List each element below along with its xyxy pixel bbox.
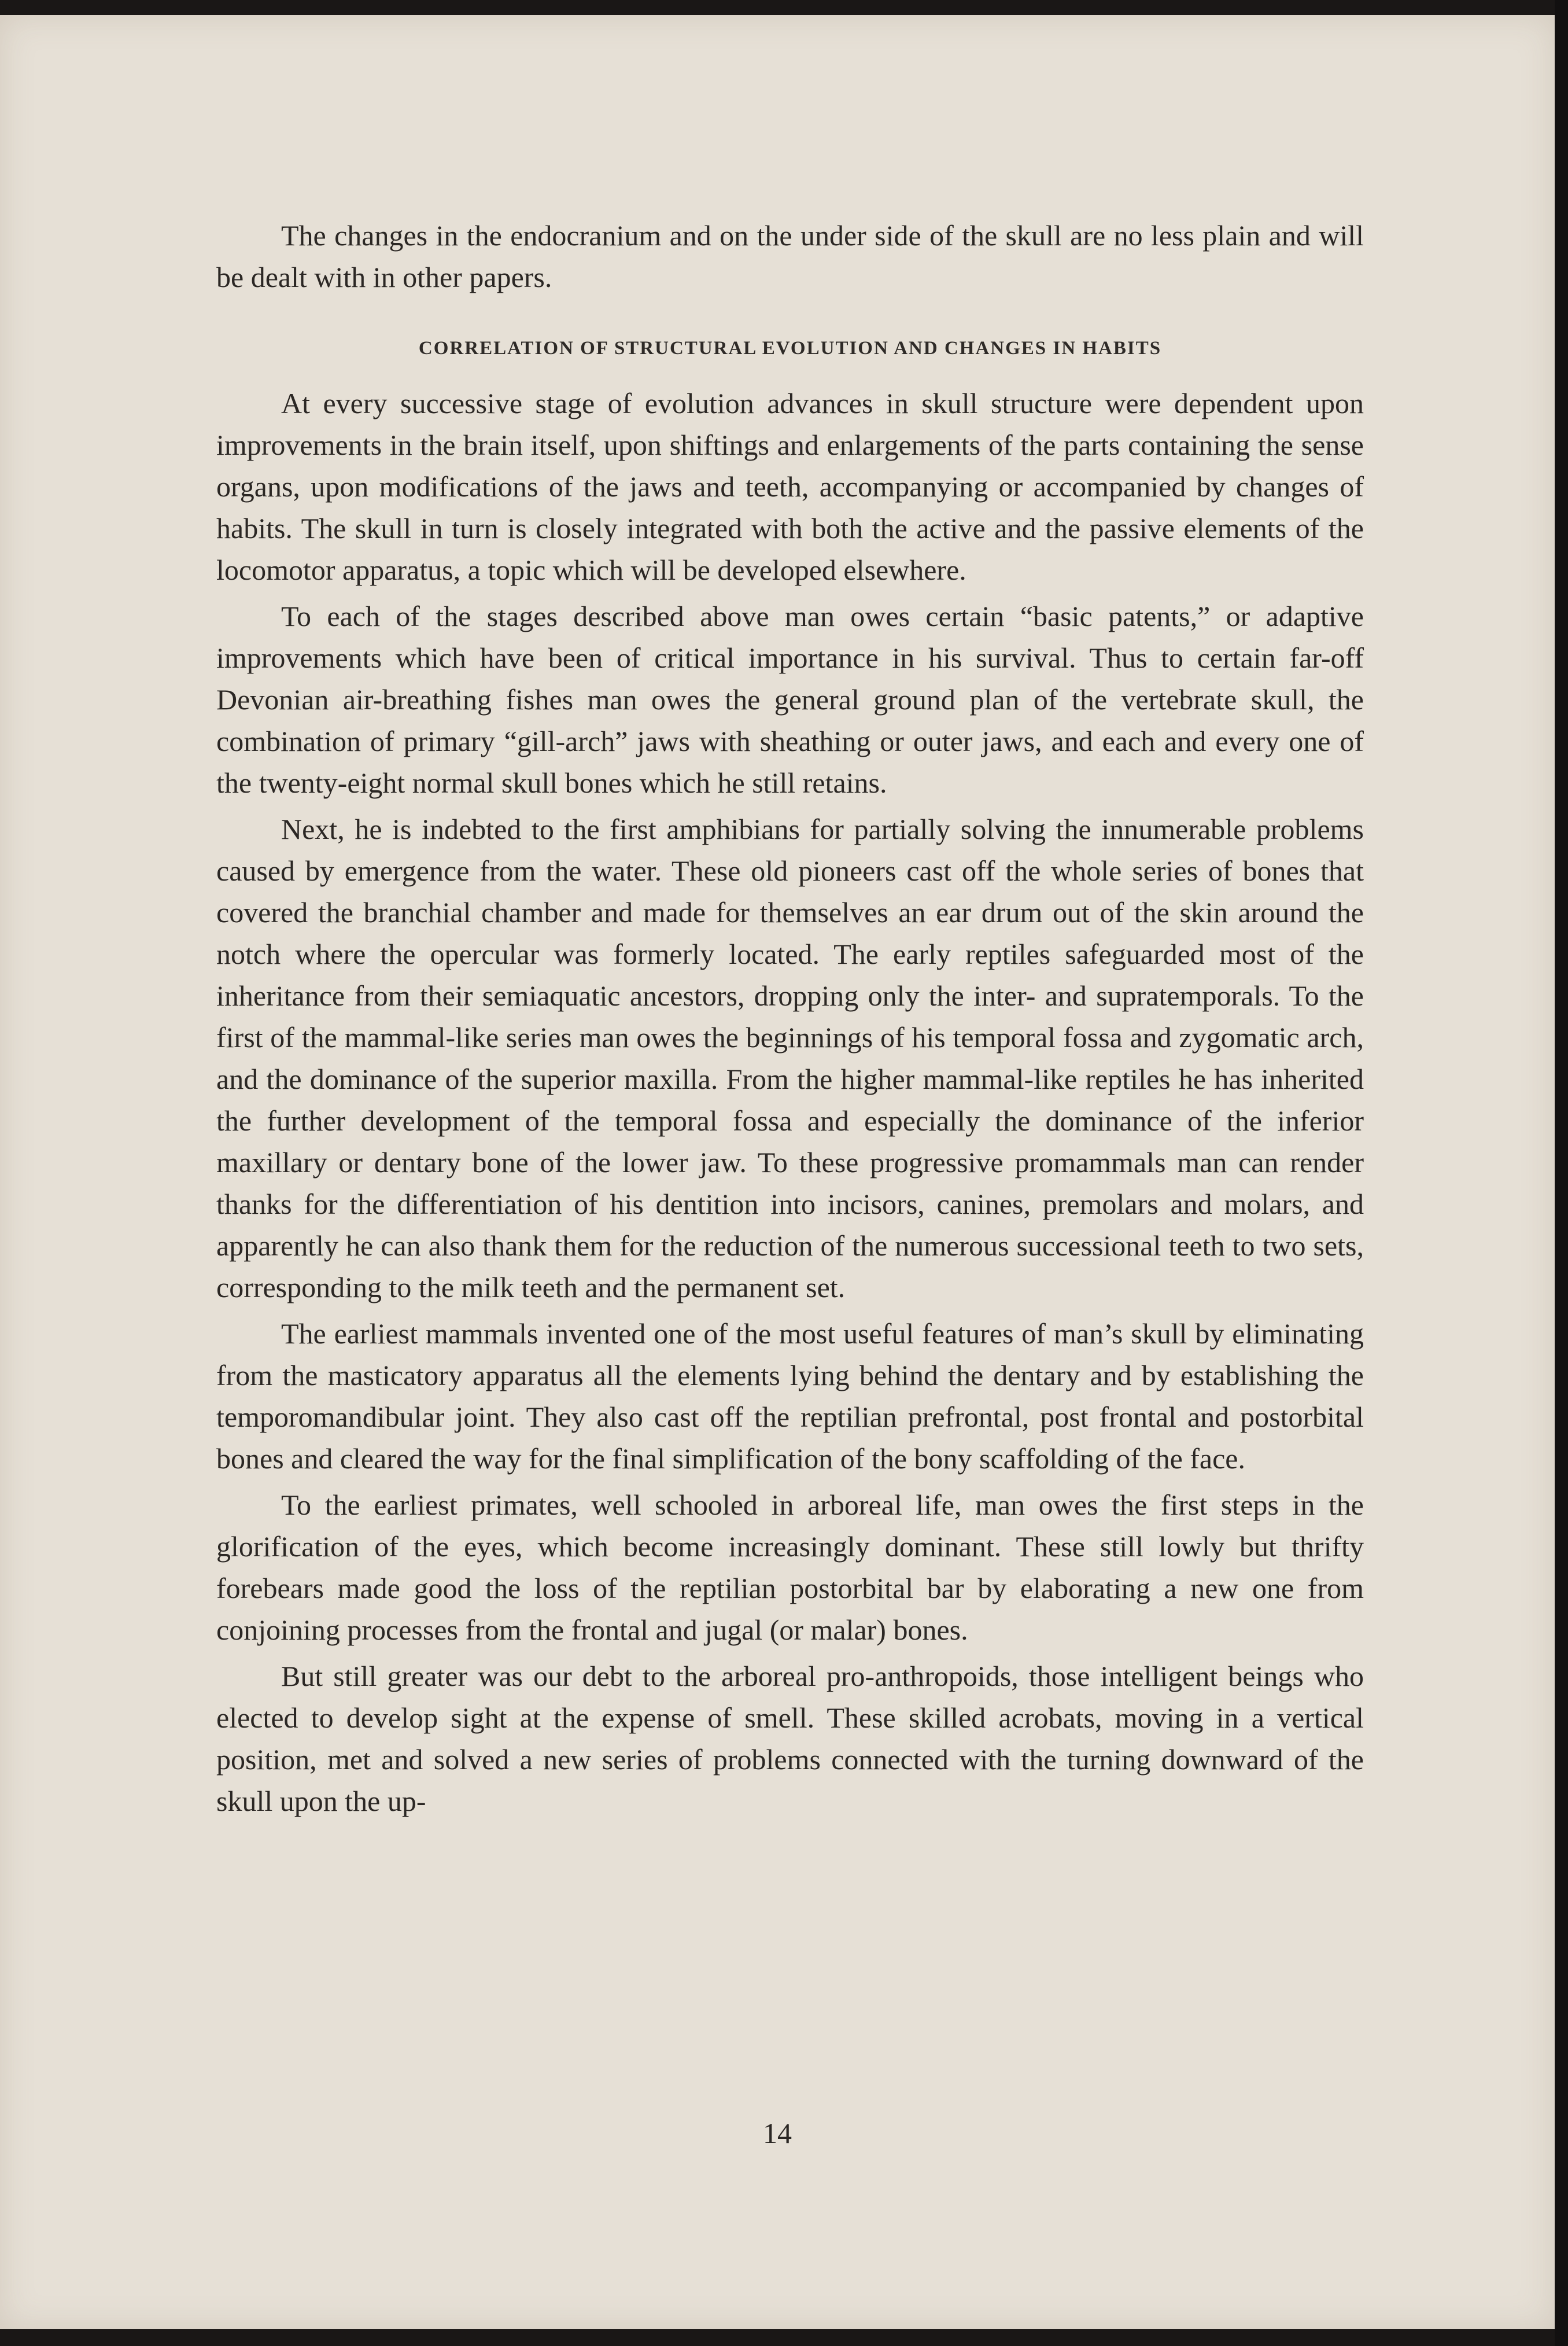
paragraph-endocranium: The changes in the endocranium and on the under side of the skull are no less plain and will be dealt with in other papers. [216, 219, 1364, 293]
paragraph-successive-stages: At every successive stage of evolution advances in skull structure were dependent upon improvements in the brain itself, upon shiftings and enlargements of the parts containing the sense organs, upon modifications of the jaws and teeth, accompanying or accompanied by changes of habits. The skull in turn is closely integrated with both the active and the passive elements of the locomotor apparatus, a topic which will be developed elsewhere. [216, 387, 1364, 586]
section-heading: CORRELATION OF STRUCTURAL EVOLUTION AND CHANGES IN HABITS [418, 338, 1162, 359]
paragraph-earliest-mammals: The earliest mammals invented one of the most useful features of man’s skull by eliminating from the masticatory apparatus all the elements lying behind the dentary and by establishing the temporomandibular joint. They also cast off the reptilian prefrontal, post frontal and postorbital bones and cleared the way for the final simplification of the bony scaffolding of the face. [216, 1317, 1364, 1475]
document-page [0, 15, 1555, 2329]
paragraph-amphibians: Next, he is indebted to the first amphibians for partially solving the innumerable problems caused by emergence from the water. These old pioneers cast off the whole series of bones that covered the branchial chamber and made for themselves an ear drum out of the skin around the notch where the opercular was formerly located. The early reptiles safeguarded most of the inheritance from their semiaquatic ancestors, dropping only the inter- and supratemporals. To the first of the mammal-like series man owes the beginnings of his temporal fossa and zygomatic arch, and the dominance of the superior maxilla. From the higher mammal-like reptiles he has inherited the further development of the temporal fossa and especially the dominance of the inferior maxillary or dentary bone of the lower jaw. To these progressive promammals man can render thanks for the differentiation of his dentition into incisors, canines, premolars and molars, and apparently he can also thank them for the reduction of the numerous successional teeth to two sets, corresponding to the milk teeth and the permanent set. [216, 813, 1364, 1303]
paragraph-basic-patents: To each of the stages described above man owes certain “basic patents,” or adaptive improvements which have been of critical importance in his survival. Thus to certain far-off Devonian air-breathing fishes man owes the general ground plan of the vertebrate skull, the combination of primary “gill-arch” jaws with sheathing or outer jaws, and each and every one of the twenty-eight normal skull bones which he still retains. [216, 600, 1364, 799]
paragraph-earliest-primates: To the earliest primates, well schooled in arboreal life, man owes the first steps in the glorification of the eyes, which become increasingly dominant. These still lowly but thrifty forebears made good the loss of the reptilian postorbital bar by elaborating a new one from conjoining processes from the frontal and jugal (or malar) bones. [216, 1489, 1364, 1646]
paragraph-pro-anthropoids: But still greater was our debt to the arboreal pro-anthropoids, those intelligent beings who elected to develop sight at the expense of smell. These skilled acrobats, moving in a vertical position, met and solved a new series of problems connected with the turning downward of the skull upon the up- [216, 1660, 1364, 1817]
text-column [216, 215, 1364, 1826]
dark-background-edge [1555, 0, 1568, 2346]
page-number: 14 [763, 2117, 792, 2149]
